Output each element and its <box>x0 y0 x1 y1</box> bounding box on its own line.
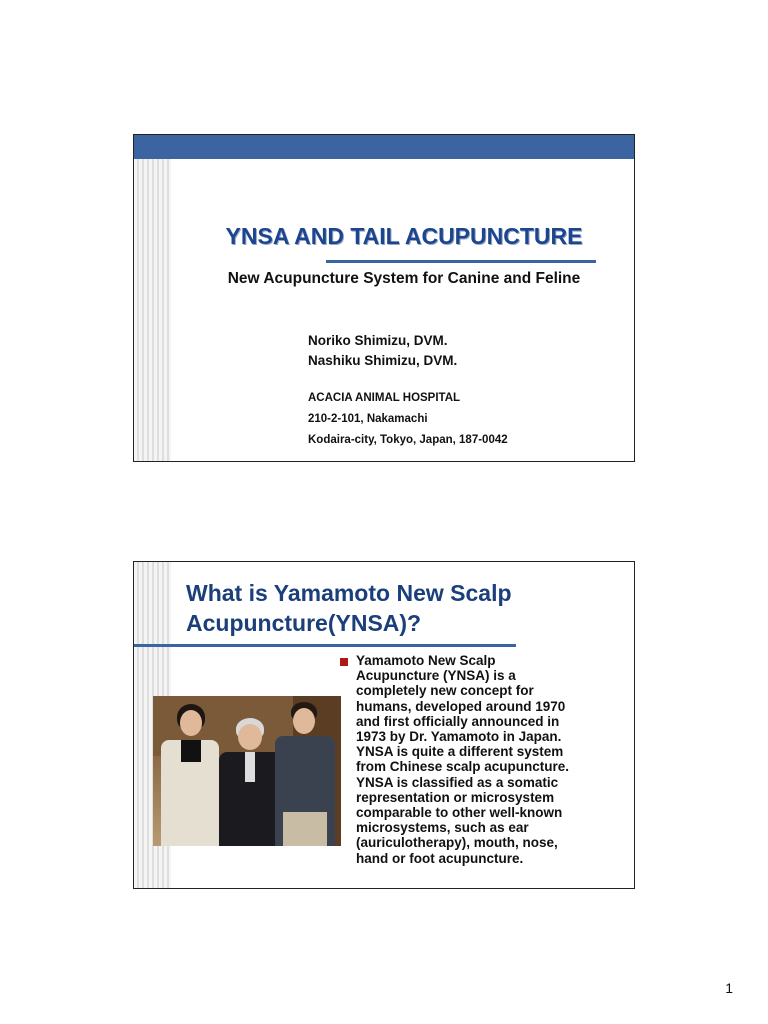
bullet-line: hand or foot acupuncture. <box>356 850 524 866</box>
group-photo <box>153 696 341 846</box>
title-line: What is Yamamoto New Scalp <box>186 580 512 606</box>
slide-title: YNSA AND TAIL ACUPUNCTURE <box>225 223 583 249</box>
author-name: Nashiku Shimizu, DVM. <box>308 353 458 368</box>
photo-face <box>293 708 315 734</box>
photo-trousers <box>283 812 327 846</box>
bullet-line: YNSA is classified as a somatic <box>356 774 559 790</box>
title-slide <box>133 134 635 462</box>
slide-title <box>186 578 512 638</box>
bullet-line: from Chinese scalp acupuncture. <box>356 759 570 775</box>
title-underline <box>326 260 596 263</box>
hospital-address <box>308 388 508 451</box>
bullet-line: (auriculotherapy), mouth, nose, <box>356 835 558 851</box>
bullet-line: humans, developed around 1970 <box>356 698 566 714</box>
address-line: ACACIA ANIMAL HOSPITAL <box>308 392 461 404</box>
photo-collar <box>181 740 201 762</box>
photo-shirt <box>245 752 255 782</box>
photo-person <box>273 702 335 846</box>
bullet-paragraph <box>356 653 616 866</box>
photo-person <box>219 718 279 846</box>
author-list <box>308 331 457 371</box>
bullet-line: completely new concept for <box>356 683 534 699</box>
bullet-marker-icon <box>340 658 348 666</box>
slide-side-stripes <box>134 159 171 461</box>
photo-face <box>180 710 202 736</box>
ynsa-intro-slide <box>133 561 635 889</box>
address-line: 210-2-101, Nakamachi <box>308 413 428 425</box>
title-underline <box>134 644 516 647</box>
bullet-line: Yamamoto New Scalp <box>356 653 496 668</box>
photo-person <box>159 704 219 846</box>
bullet-line: representation or microsystem <box>356 789 555 805</box>
bullet-line: and first officially announced in <box>356 713 560 729</box>
bullet-line: Acupuncture (YNSA) is a <box>356 668 516 684</box>
bullet-line: comparable to other well-known <box>356 805 563 821</box>
slide-header-bar <box>134 135 634 159</box>
author-name: Noriko Shimizu, DVM. <box>308 333 448 348</box>
title-line: Acupuncture(YNSA)? <box>186 610 422 636</box>
slide-subtitle: New Acupuncture System for Canine and Feline <box>227 270 581 287</box>
bullet-line: 1973 by Dr. Yamamoto in Japan. <box>356 729 562 745</box>
bullet-line: microsystems, such as ear <box>356 820 529 836</box>
address-line: Kodaira-city, Tokyo, Japan, 187-0042 <box>308 434 508 446</box>
page-number: 1 <box>725 980 733 996</box>
bullet-line: YNSA is quite a different system <box>356 744 564 760</box>
photo-face <box>238 724 262 750</box>
